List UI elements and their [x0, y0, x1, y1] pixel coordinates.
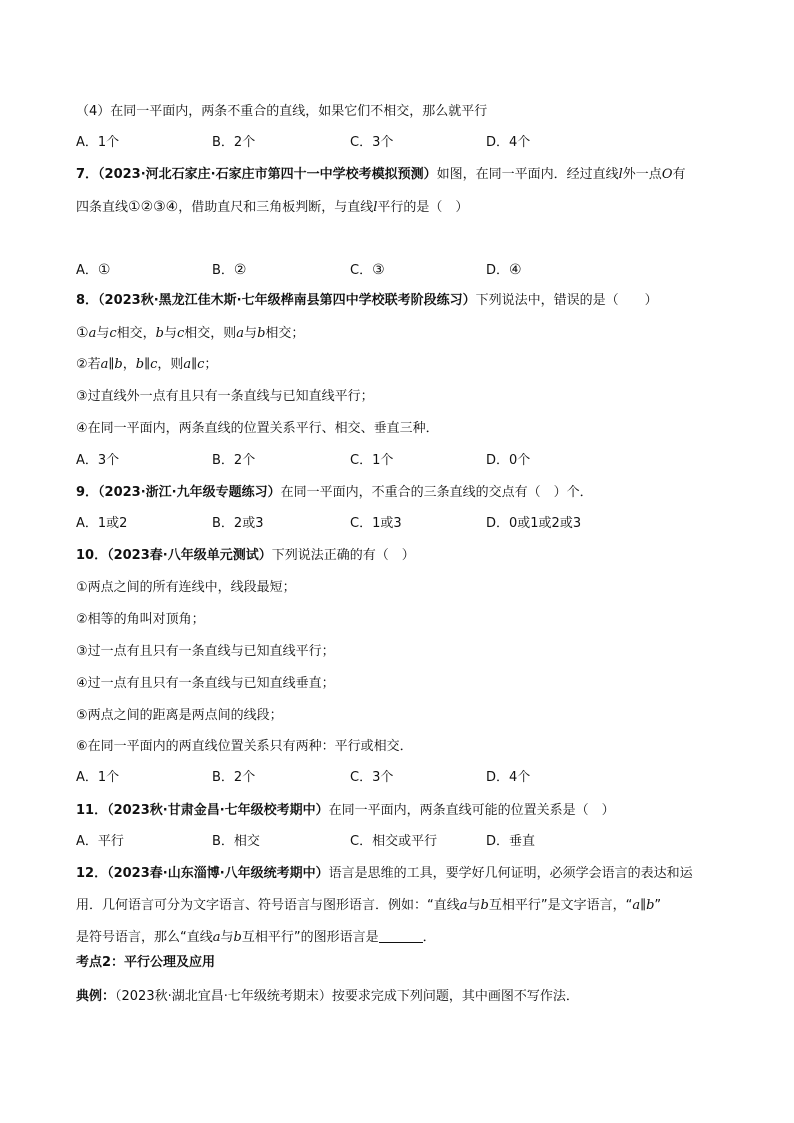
q12-stem-line2: 用．几何语言可分为文字语言、符号语言与图形语言．例如：“直线a与b互相平行”是文字语言，“a∥b”: [76, 898, 662, 913]
q7-option-d[interactable]: D．④: [486, 262, 522, 278]
q10-statement-2: ②相等的角叫对顶角；: [76, 612, 205, 627]
answer-blank[interactable]: [379, 930, 423, 943]
q10-statement-5: ⑤两点之间的距离是两点间的线段；: [76, 708, 283, 723]
example-label: 典例：: [76, 989, 116, 1004]
q8-option-d[interactable]: D．0个: [486, 453, 531, 468]
q11-option-a[interactable]: A．平行: [76, 834, 124, 849]
q8-source: （2023秋·黑龙江佳木斯·七年级桦南县第四中学校联考阶段练习）: [98, 293, 476, 308]
q10-number: 10．: [76, 548, 108, 563]
q9-source: （2023·浙江·九年级专题练习）: [98, 485, 281, 500]
q11-option-b[interactable]: B．相交: [212, 834, 260, 849]
q6-option-d[interactable]: D．4个: [486, 135, 531, 150]
q7-stem-line1: 7．（2023·河北石家庄·石家庄市第四十一中学校考模拟预测）如图，在同一平面内．经过直线l外一点O有: [76, 167, 686, 182]
q8-option-b[interactable]: B．2个: [212, 453, 256, 468]
q10-statement-1: ①两点之间的所有连线中，线段最短；: [76, 580, 296, 595]
q6-statement-4: （4）在同一平面内，两条不重合的直线，如果它们不相交，那么就平行: [76, 104, 488, 119]
q9-option-a[interactable]: A．1或2: [76, 516, 128, 531]
q10-statement-6: ⑥在同一平面内的两直线位置关系只有两种：平行或相交．: [76, 739, 413, 754]
q8-statement-3: ③过直线外一点有且只有一条直线与已知直线平行；: [76, 389, 374, 404]
q7-source: （2023·河北石家庄·石家庄市第四十一中学校考模拟预测）: [98, 167, 437, 182]
q7-stem-line2: 四条直线①②③④，借助直尺和三角板判断，与直线l平行的是（ ）: [76, 199, 469, 215]
q10-stem: 10．（2023春·八年级单元测试）下列说法正确的有（ ）: [76, 548, 415, 563]
q12-number: 12．: [76, 866, 108, 881]
q12-stem-line1: 12．（2023春·山东淄博·八年级统考期中）语言是思维的工具，要学好几何证明，必须学会语言的表达和运: [76, 866, 693, 881]
q9-stem: 9．（2023·浙江·九年级专题练习）在同一平面内，不重合的三条直线的交点有（ ）个．: [76, 485, 593, 500]
q9-option-c[interactable]: C．1或3: [350, 516, 402, 531]
q11-number: 11．: [76, 803, 108, 818]
q6-option-a[interactable]: A．1个: [76, 135, 120, 150]
q7-option-c[interactable]: C．③: [350, 262, 385, 278]
q12-stem-line3: 是符号语言，那么“直线a与b互相平行”的图形语言是 ．: [76, 930, 436, 945]
q11-source: （2023秋·甘肃金昌·七年级校考期中）: [107, 803, 329, 818]
q10-option-c[interactable]: C．3个: [350, 770, 394, 785]
q11-option-c[interactable]: C．相交或平行: [350, 834, 438, 849]
q12-source: （2023春·山东淄博·八年级统考期中）: [107, 866, 329, 881]
q7-option-b[interactable]: B．②: [212, 262, 247, 278]
q10-statement-4: ④过一点有且只有一条直线与已知直线垂直；: [76, 676, 335, 691]
q10-option-a[interactable]: A．1个: [76, 770, 120, 785]
q8-statement-4: ④在同一平面内，两条直线的位置关系平行、相交、垂直三种．: [76, 421, 439, 436]
q8-statement-2: ②若a∥b，b∥c，则a∥c；: [76, 357, 218, 372]
q8-option-c[interactable]: C．1个: [350, 453, 394, 468]
q8-statement-1: ①a与c相交，b与c相交，则a与b相交；: [76, 325, 305, 341]
q10-option-b[interactable]: B．2个: [212, 770, 256, 785]
section-heading: 考点2：平行公理及应用: [76, 955, 216, 970]
q6-option-b[interactable]: B．2个: [212, 135, 256, 150]
q10-option-d[interactable]: D．4个: [486, 770, 531, 785]
q9-number: 9．: [76, 485, 99, 500]
q9-option-b[interactable]: B．2或3: [212, 516, 264, 531]
q6-option-c[interactable]: C．3个: [350, 135, 394, 150]
q8-stem: 8．（2023秋·黑龙江佳木斯·七年级桦南县第四中学校联考阶段练习）下列说法中，错误的是（ ）: [76, 293, 658, 308]
q10-source: （2023春·八年级单元测试）: [107, 548, 272, 563]
q10-statement-3: ③过一点有且只有一条直线与已知直线平行；: [76, 644, 335, 659]
q7-option-a[interactable]: A．①: [76, 262, 111, 278]
example-source: （2023秋·湖北宜昌·七年级统考期末）: [115, 989, 332, 1004]
q8-option-a[interactable]: A．3个: [76, 453, 120, 468]
q8-number: 8．: [76, 293, 99, 308]
example-stem: 典例：（2023秋·湖北宜昌·七年级统考期末）按要求完成下列问题，其中画图不写作法．: [76, 989, 579, 1004]
q11-option-d[interactable]: D．垂直: [486, 834, 536, 849]
q7-number: 7．: [76, 167, 99, 182]
q11-stem: 11．（2023秋·甘肃金昌·七年级校考期中）在同一平面内，两条直线可能的位置关系是（ ）: [76, 803, 615, 818]
q9-option-d[interactable]: D．0或1或2或3: [486, 516, 582, 531]
